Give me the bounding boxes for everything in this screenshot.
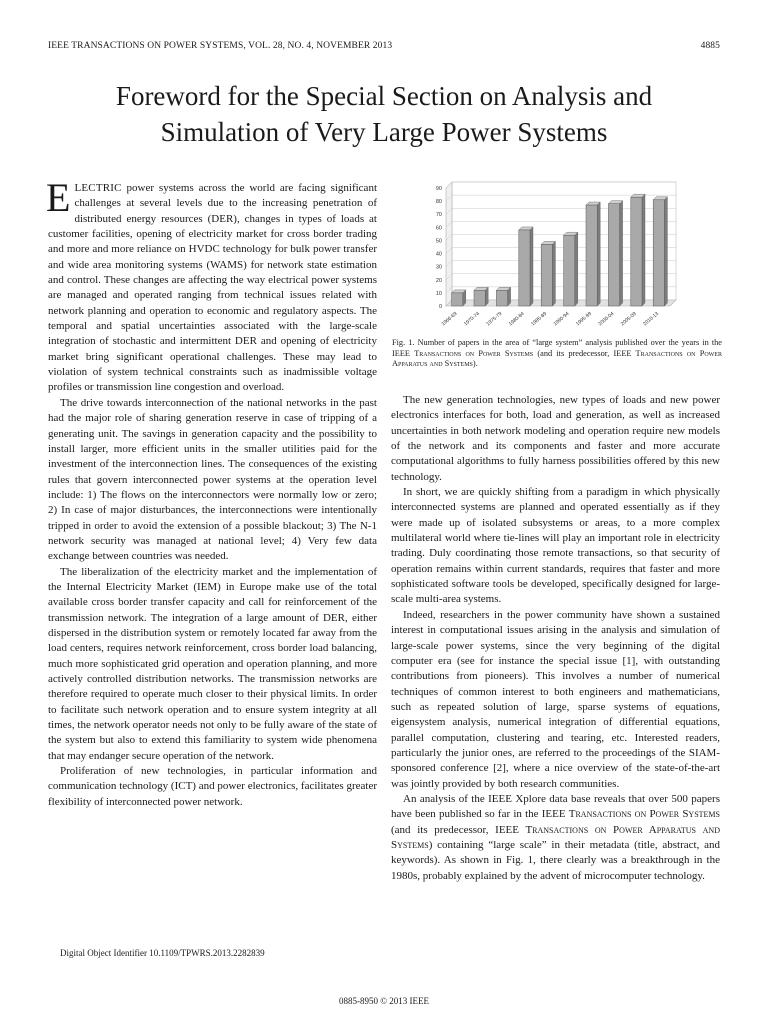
bar-side — [552, 241, 555, 306]
x-tick-label: 2005-09 — [619, 310, 638, 328]
y-tick-label: 10 — [435, 290, 442, 297]
bar-side — [642, 194, 645, 306]
y-tick-label: 60 — [435, 225, 442, 232]
bar-side — [575, 232, 578, 306]
bar-side — [597, 202, 600, 306]
paragraph: The liberalization of the electricity market and the implementation of the Internal Electricity Market (IEM) in Europe make use of the total available cross border transfer capacity and call for reinforcement of the transmission network. The integration of a large amount of DER, either dispersed in the distribution system or remotely located far away from the load centers, requires network reinforcement, cross border load balancing, much more sophisticated grid operation and operation planning, and more actively controlled distribution networks. The transmission networks are therefore required to operate much closer to their physical limits. In order to facilitate such network operation and to ensure system integrity at all times, the network operator needs not only to be fully aware of the state of the system but also to extend this familiarity to system wide phenomena that may endanger secure operation of the network. — [48, 565, 377, 762]
x-tick-label: 1966-69 — [440, 310, 459, 328]
y-tick-label: 40 — [435, 251, 442, 258]
bar-side — [620, 201, 623, 306]
y-tick-label: 70 — [435, 212, 442, 219]
figure-caption: Fig. 1. Number of papers in the area of “large system” analysis published over the years in the IEEE Transactions on Power Systems (and its predecessor, IEEE Transactions on Power Apparatus and Systems). — [392, 338, 723, 368]
paragraph-text: power systems across the world are facing significant challenges at several levels due to the increasing penetration of distributed energy resources (DER), changes in types of loads at customer facilities, opening of electricity market for cross border trading and more and more reliance on HVDC technology for bulk power transfer and wide area monitoring systems (WAMS) for network state estimation and control. These changes are affecting the way electrical power systems are managed and operated ranging from technical issues related with network planning and operation to economic and regulatory aspects. The temporal and spatial uncertainties associated with the large-scale integration of stochastic and intermittent DER and opening of electricity market bring significant operational challenges. These may lead to violation of system technical constraints such as inadmissible voltage profiles or transmission line congestion and overload. — [48, 182, 377, 394]
x-tick-label: 2010-13 — [642, 310, 661, 328]
x-tick-label: 1990-94 — [552, 310, 571, 328]
paragraph: Indeed, researchers in the power community have shown a sustained interest in computational issues arising in the analysis and simulation of large-scale power systems, since the very beginning of the digital computer era (see for instance the special issue [1], with outstanding contributions from pioneers). This involves a number of numerical techniques of common interest to both engineers and mathematicians, such as repeated solution of large, sparse systems of equations, eigensystem analysis, numerical integration of differential equations, parallel computation, clustering and tearing, etc. Interested readers, particularly the junior ones, are referred to the proceedings of the SIAM-sponsored conference [2], where a nice overview of the state-of-the-art was jointly provided by both research communities. — [391, 608, 720, 790]
paragraph: An analysis of the IEEE Xplore data base reveals that over 500 papers have been published so far in the IEEE Transactions on Power Systems (and its predecessor, IEEE Transactions on Power Apparatus and Systems) containing “large scale” in their metadata (title, abstract, and keywords). As shown in Fig. 1, there clearly was a breakthrough in the 1980s, probably explained by the advent of microcomputer technology. — [391, 792, 720, 882]
paragraph: Proliferation of new technologies, in particular information and communication technology (ICT) and power electronics, facilitates greater flexibility of interconnected power network. — [48, 765, 377, 808]
bar — [608, 204, 619, 306]
bar-side — [530, 227, 533, 306]
bar — [474, 290, 485, 306]
drop-cap: E — [46, 175, 71, 220]
left-column — [46, 175, 377, 810]
y-tick-label: 20 — [435, 277, 442, 284]
plot-side-wall — [446, 182, 452, 306]
bar — [541, 244, 552, 306]
bar-chart — [412, 178, 696, 348]
paragraph: The new generation technologies, new types of loads and new power electronics interfaces for both, load and generation, as well as increased uncertainties in both network modeling and operation require new models of the network and its components and faster and more accurate computational algorithms to fully harness possibilities offered by this new technology. — [391, 394, 720, 483]
y-tick-label: 90 — [435, 186, 442, 192]
bar — [519, 230, 530, 306]
x-tick-label: 1970-74 — [462, 310, 481, 328]
paper-title — [40, 78, 728, 150]
title-line-2: Simulation of Very Large Power Systems — [160, 117, 608, 147]
running-header — [48, 41, 720, 55]
x-tick-label: 1995-99 — [574, 310, 593, 328]
page-number: 4885 — [700, 41, 720, 51]
paragraph — [46, 175, 377, 396]
bar-side — [664, 197, 667, 306]
journal-header: IEEE TRANSACTIONS ON POWER SYSTEMS, VOL. 28, NO. 4, NOVEMBER 2013 — [48, 41, 393, 51]
x-tick-label: 1985-89 — [530, 310, 549, 328]
paragraph: In short, we are quickly shifting from a paradigm in which physically interconnected systems are planned and operated essentially as if they were made up of isolated subsystems or areas, to a more complex multilateral world where tie-lines will play an important role in electricity trading. Duly coordinating those remote transactions, so that security of operation remains within current standards, requires that faster and more sophisticated software tools be developed, specifically designed for large-scale multi-area systems. — [391, 486, 720, 606]
x-tick-label: 1975-79 — [485, 310, 504, 328]
bar — [631, 197, 642, 306]
right-column — [391, 393, 720, 884]
x-tick-label: 1980-84 — [507, 310, 526, 328]
bar — [452, 293, 463, 306]
paragraph: The drive towards interconnection of the national networks in the past had the major role of sharing generation reserve in case of tripping of a generating unit. The savings in generation capacity and the possibility to install larger, more efficient units in the smaller utilities paid for the investment of the interconnection lines. The consequences of the existing rules that govern interconnected power systems at the operation level include: 1) The flows on the interconnectors were normally low or zero; 2) In case of major disturbances, the interconnections were intentionally tripped in order to avoid the extension of a possible blackout; 3) The N-1 network security was managed at national level; 4) Very few data exchange between countries was needed. — [48, 396, 377, 563]
y-tick-label: 30 — [435, 264, 442, 271]
x-tick-label: 2000-04 — [597, 310, 616, 328]
bar — [586, 205, 597, 306]
bar — [653, 200, 664, 306]
lead-word: LECTRIC — [74, 182, 122, 194]
bar — [564, 235, 575, 306]
y-tick-label: 80 — [435, 199, 442, 206]
doi: Digital Object Identifier 10.1109/TPWRS.2013.2282839 — [60, 948, 265, 958]
y-tick-label: 50 — [435, 238, 442, 245]
y-tick-label: 0 — [438, 304, 442, 310]
bar — [496, 290, 507, 306]
copyright-footer: 0885-8950 © 2013 IEEE — [338, 996, 430, 1006]
title-line-1: Foreword for the Special Section on Analysis and — [115, 81, 653, 111]
